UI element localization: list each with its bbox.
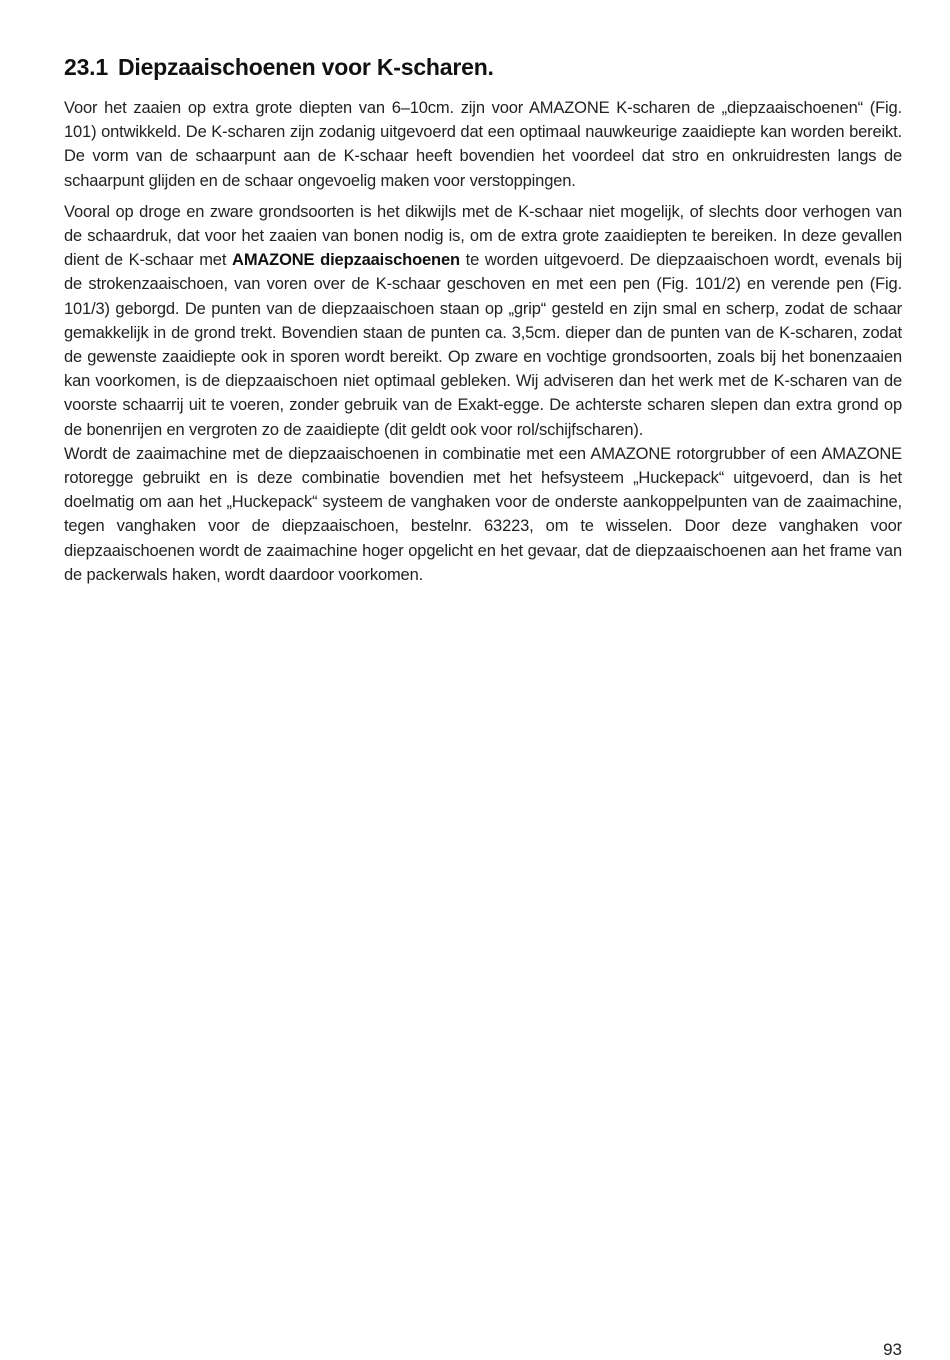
section-number: 23.1 — [64, 54, 108, 80]
page-number: 93 — [883, 1340, 902, 1359]
paragraph-intro: Voor het zaaien op extra grote diepten van 6–10cm. zijn voor AMAZONE K-scharen de „diepzaaischoenen“ (Fig. 101) ontwikkeld. De K-scharen zijn zodanig uitgevoerd dat een optimaal nauwkeurige zaaidiepte kan worden bereikt. De vorm van de schaarpunt aan de K-schaar heeft bovendien het voordeel dat stro en onkruidresten langs de schaarpunt glijden en de schaar ongevoelig maken voor verstoppingen. — [64, 99, 902, 190]
section-title-text: Diepzaaischoenen voor K-scharen. — [117, 54, 494, 80]
paragraph-huckepack: Wordt de zaaimachine met de diepzaaischoenen in combinatie met een AMAZONE rotorgrubber of een AMAZONE rotoregge gebruikt en is deze combinatie bovendien met het hefsysteem „Huckepack“ uitgevoerd, dan is het doelmatig om aan het „Huckepack“ systeem de vanghaken voor de onderste aankoppelpunten van de zaaimachine, tegen vanghaken voor de diepzaaischoen, bestelnr. 63223, om te wisselen. Door deze vanghaken voor diepzaaischoenen wordt de zaaimachine hoger opgelicht en het gevaar, dat de diepzaaischoenen aan het frame van de packerwals haken, wordt daardoor voorkomen. — [64, 444, 902, 584]
paragraph-dry-soil-end: te worden uitgevoerd. De diepzaaischoen wordt, evenals bij de strokenzaaischoen, van voren over de K-schaar geschoven en met een pen (Fig. 101/2) en verende pen (Fig. 101/3) geborgd. De punten van de diepzaaischoen staan op „grip“ gesteld en zijn smal en scherp, zodat de schaar gemakkelijk in de grond trekt. Bovendien staan de punten ca. 3,5cm. dieper dan de punten van de K-scharen, zodat de gewenste zaaidiepte ook in sporen wordt bereikt. Op zware en vochtige grondsoorten, zoals bij het bonenzaaien kan voorkomen, is de diepzaaischoen niet optimaal gebleken. Wij adviseren dan het werk met de K-scharen van de voorste schaarrij uit te voeren, zonder gebruik van de Exakt-egge. De achterste scharen slepen dan extra grond op de bonenrijen en vergroten zo de zaaidiepte (dit geldt ook voor rol/schijfscharen). — [64, 251, 902, 439]
emphasis-product-name: AMAZONE diepzaaischoenen — [232, 251, 460, 270]
paragraph-dry-soil-start: Vooral op droge en zware grondsoorten is het dikwijls met de K-schaar niet mogelijk, of slechts door verhogen van de schaardruk, dat voor het zaaien van bonen nodig is, om de extra grote zaaidiepten te bereiken. In deze gevallen dient de K-schaar met — [64, 202, 902, 270]
paragraph-dry-soil — [64, 200, 902, 442]
section-heading — [64, 52, 902, 82]
document-page — [64, 52, 902, 587]
